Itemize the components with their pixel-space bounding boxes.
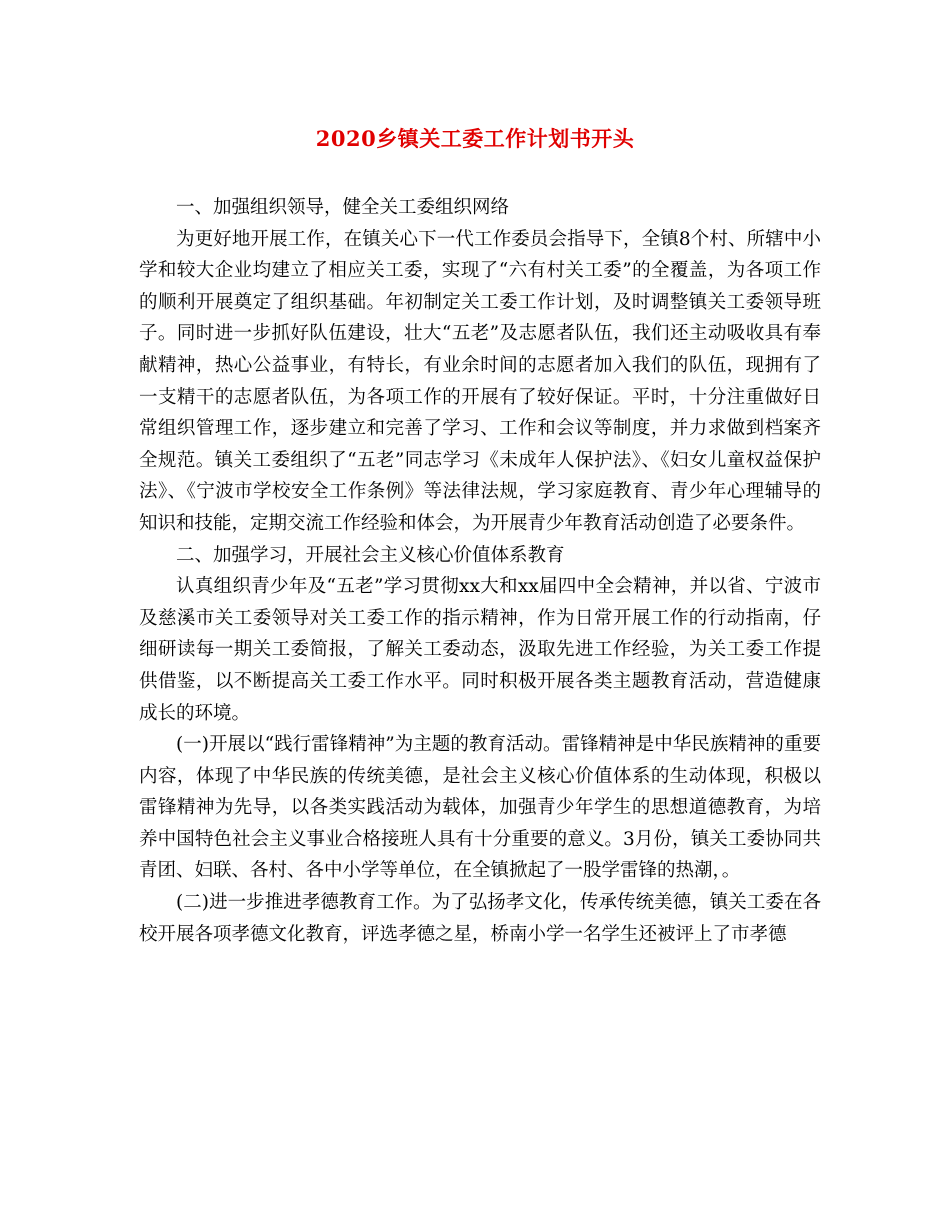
paragraph-1: 为更好地开展工作，在镇关心下一代工作委员会指导下，全镇8个村、所辖中小学和较大企业均建立了相应关工委，实现了“六有村关工委”的全覆盖，为各项工作的顺利开展奠定了组织基础。年初制定关工委工作计划，及时调整镇关工委领导班子。同时进一步抓好队伍建设，壮大“五老”及志愿者队伍，我们还主动吸收具有奉献精神，热心公益事业，有特长，有业余时间的志愿者加入我们的队伍，现拥有了一支精干的志愿者队伍，为各项工作的开展有了较好保证。平时，十分注重做好日常组织管理工作，逐步建立和完善了学习、工作和会议等制度，并力求做到档案齐全规范。镇关工委组织了“五老”同志学习《未成年人保护法》、《妇女儿童权益保护法》、《宁波市学校安全工作条例》等法律法规，学习家庭教育、青少年心理辅导的知识和技能，定期交流工作经验和体会，为开展青少年教育活动创造了必要条件。 bbox=[139, 228, 821, 534]
paragraph-4: (二)进一步推进孝德教育工作。为了弘扬孝文化，传承传统美德，镇关工委在各校开展各项孝德文化教育，评选孝德之星，桥南小学一名学生还被评上了市孝德 bbox=[139, 892, 821, 945]
paragraph-3: (一)开展以“践行雷锋精神”为主题的教育活动。雷锋精神是中华民族精神的重要内容，体现了中华民族的传统美德，是社会主义核心价值体系的生动体现，积极以雷锋精神为先导，以各类实践活动为载体，加强青少年学生的思想道德教育，为培养中国特色社会主义事业合格接班人具有十分重要的意义。3月份，镇关工委协同共青团、妇联、各村、各中小学等单位，在全镇掀起了一股学雷锋的热潮，。 bbox=[139, 734, 821, 882]
paragraph-2: 认真组织青少年及“五老”学习贯彻xx大和xx届四中全会精神，并以省、宁波市及慈溪市关工委领导对关工委工作的指示精神，作为日常开展工作的行动指南，仔细研读每一期关工委简报，了解关工委动态，汲取先进工作经验，为关工委工作提供借鉴，以不断提高关工委工作水平。同时积极开展各类主题教育活动，营造健康成长的环境。 bbox=[139, 576, 821, 724]
document-body bbox=[139, 192, 821, 950]
document-title: 2020乡镇关工委工作计划书开头 bbox=[315, 126, 635, 151]
section-heading-1: 一、加强组织领导，健全关工委组织网络 bbox=[176, 197, 510, 218]
section-heading-2: 二、加强学习，开展社会主义核心价值体系教育 bbox=[176, 544, 565, 566]
